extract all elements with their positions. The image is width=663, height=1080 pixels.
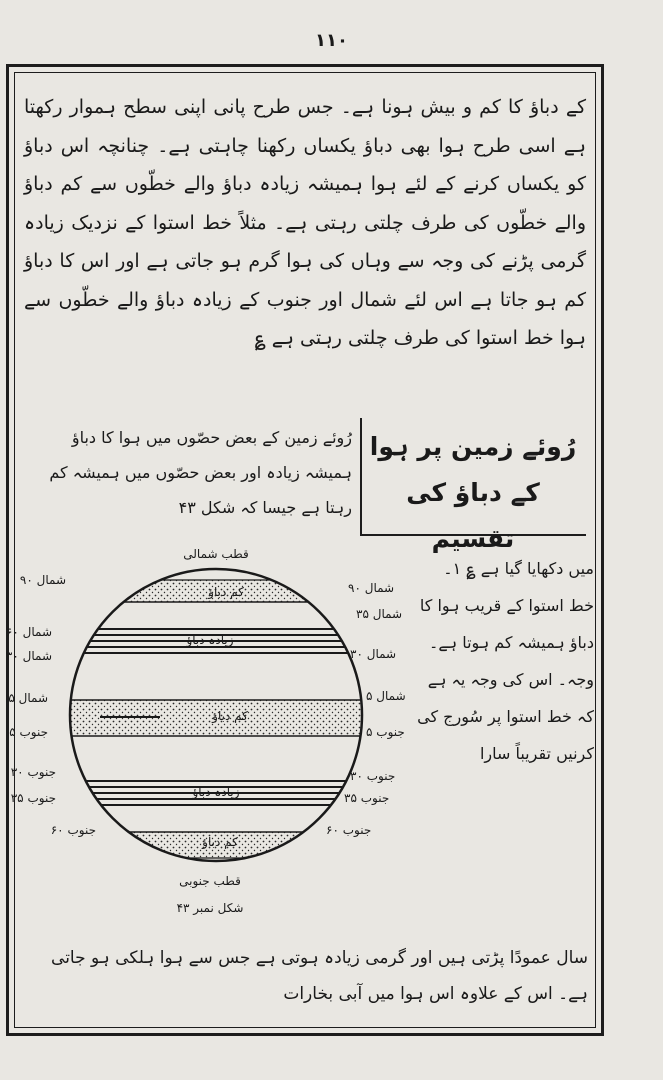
section-heading-line2: کے دباؤ کی تقسیم bbox=[406, 478, 540, 553]
band-label-4: زیادہ دباؤ bbox=[192, 785, 240, 799]
band-label-3: کم دباؤ bbox=[212, 709, 248, 723]
left-lat-label: ۳۰ جنوب bbox=[10, 765, 56, 779]
right-lat-label: ۳۵ جنوب bbox=[344, 791, 390, 805]
left-lat-label: ۵ جنوب bbox=[9, 725, 48, 739]
right-lat-label: ۶۰ جنوب bbox=[326, 823, 372, 837]
left-lat-label: ۳۰ شمال bbox=[5, 649, 52, 663]
intro-paragraph: کے دباؤ کا کم و بیش ہونا ہے۔ جس طرح پانی اپنی سطح ہموار رکھتا ہے اسی طرح ہوا بھی دباؤ یکساں رکھنا چاہتی ہے۔ چنانچہ اس دباؤ کو یکساں کرنے کے لئے ہوا ہمیشہ زیادہ دباؤ والے خطّوں سے کم دباؤ والے خطّوں کی طرف چلتی رہتی ہے۔ مثلاً خط استوا کے نزدیک زیادہ گرمی پڑنے کی وجہ سے وہاں کی ہوا گرم ہو جاتی ہے اور اس کا دباؤ کم ہو جاتا ہے اس لئے شمال اور جنوب کے زیادہ دباؤ والے خطّوں سے ہوا خط استوا کی طرف چلتی رہتی ہے ؏ bbox=[24, 96, 586, 349]
pressure-belts-diagram bbox=[5, 540, 420, 930]
page-number: ۱۱۰ bbox=[315, 30, 348, 51]
right-lat-label: ۵ جنوب bbox=[366, 725, 405, 739]
right-lat-label: ۳۰ جنوب bbox=[350, 769, 396, 783]
right-lat-label: ۳۵ شمال bbox=[356, 607, 403, 621]
right-lat-label: ۳۰ شمال bbox=[350, 647, 397, 661]
band-label-1: کم دباؤ bbox=[208, 585, 244, 599]
left-lat-label: ۳۵ جنوب bbox=[10, 791, 56, 805]
right-column-text: میں دکھایا گیا ہے ؏ ۱۔ خط استوا کے قریب ہوا کا دباؤ ہمیشہ کم ہوتا ہے۔ وجہ۔ اس کی وجہ یہ ہے کہ خط استوا پر سُورج کی کرنیں تقریباً سارا bbox=[417, 559, 594, 763]
right-lat-label: ۹۰ شمال bbox=[348, 581, 395, 595]
left-lat-label: ۹۰ شمال bbox=[19, 573, 66, 587]
left-lat-label: ۵ شمال bbox=[8, 691, 48, 705]
bottom-paragraph: سال عمودًا پڑتی ہیں اور گرمی زیادہ ہوتی ہے جس سے ہوا ہلکی ہو جاتی ہے۔ اس کے علاوہ اس ہوا میں آبی بخارات bbox=[51, 948, 588, 1004]
right-lat-label: ۵ شمال bbox=[366, 689, 406, 703]
south-pole-label: قطب جنوبی bbox=[179, 874, 241, 888]
band-label-2: زیادہ دباؤ bbox=[186, 633, 234, 647]
figure-caption: شکل نمبر ۴۳ bbox=[176, 901, 244, 915]
side-paragraph: رُوئے زمین کے بعض حصّوں میں ہوا کا دباؤ ہمیشہ زیادہ اور بعض حصّوں میں ہمیشہ کم رہتا ہے جیسا کہ شکل ۴۳ bbox=[49, 428, 352, 517]
left-lat-label: ۶۰ جنوب bbox=[50, 823, 96, 837]
band-label-5: کم دباؤ bbox=[202, 835, 238, 849]
north-pole-label: قطب شمالی bbox=[183, 547, 249, 561]
left-lat-label: ۶۰ شمال bbox=[5, 625, 52, 639]
section-heading-line1: رُوئے زمین پر ہوا bbox=[369, 432, 577, 461]
